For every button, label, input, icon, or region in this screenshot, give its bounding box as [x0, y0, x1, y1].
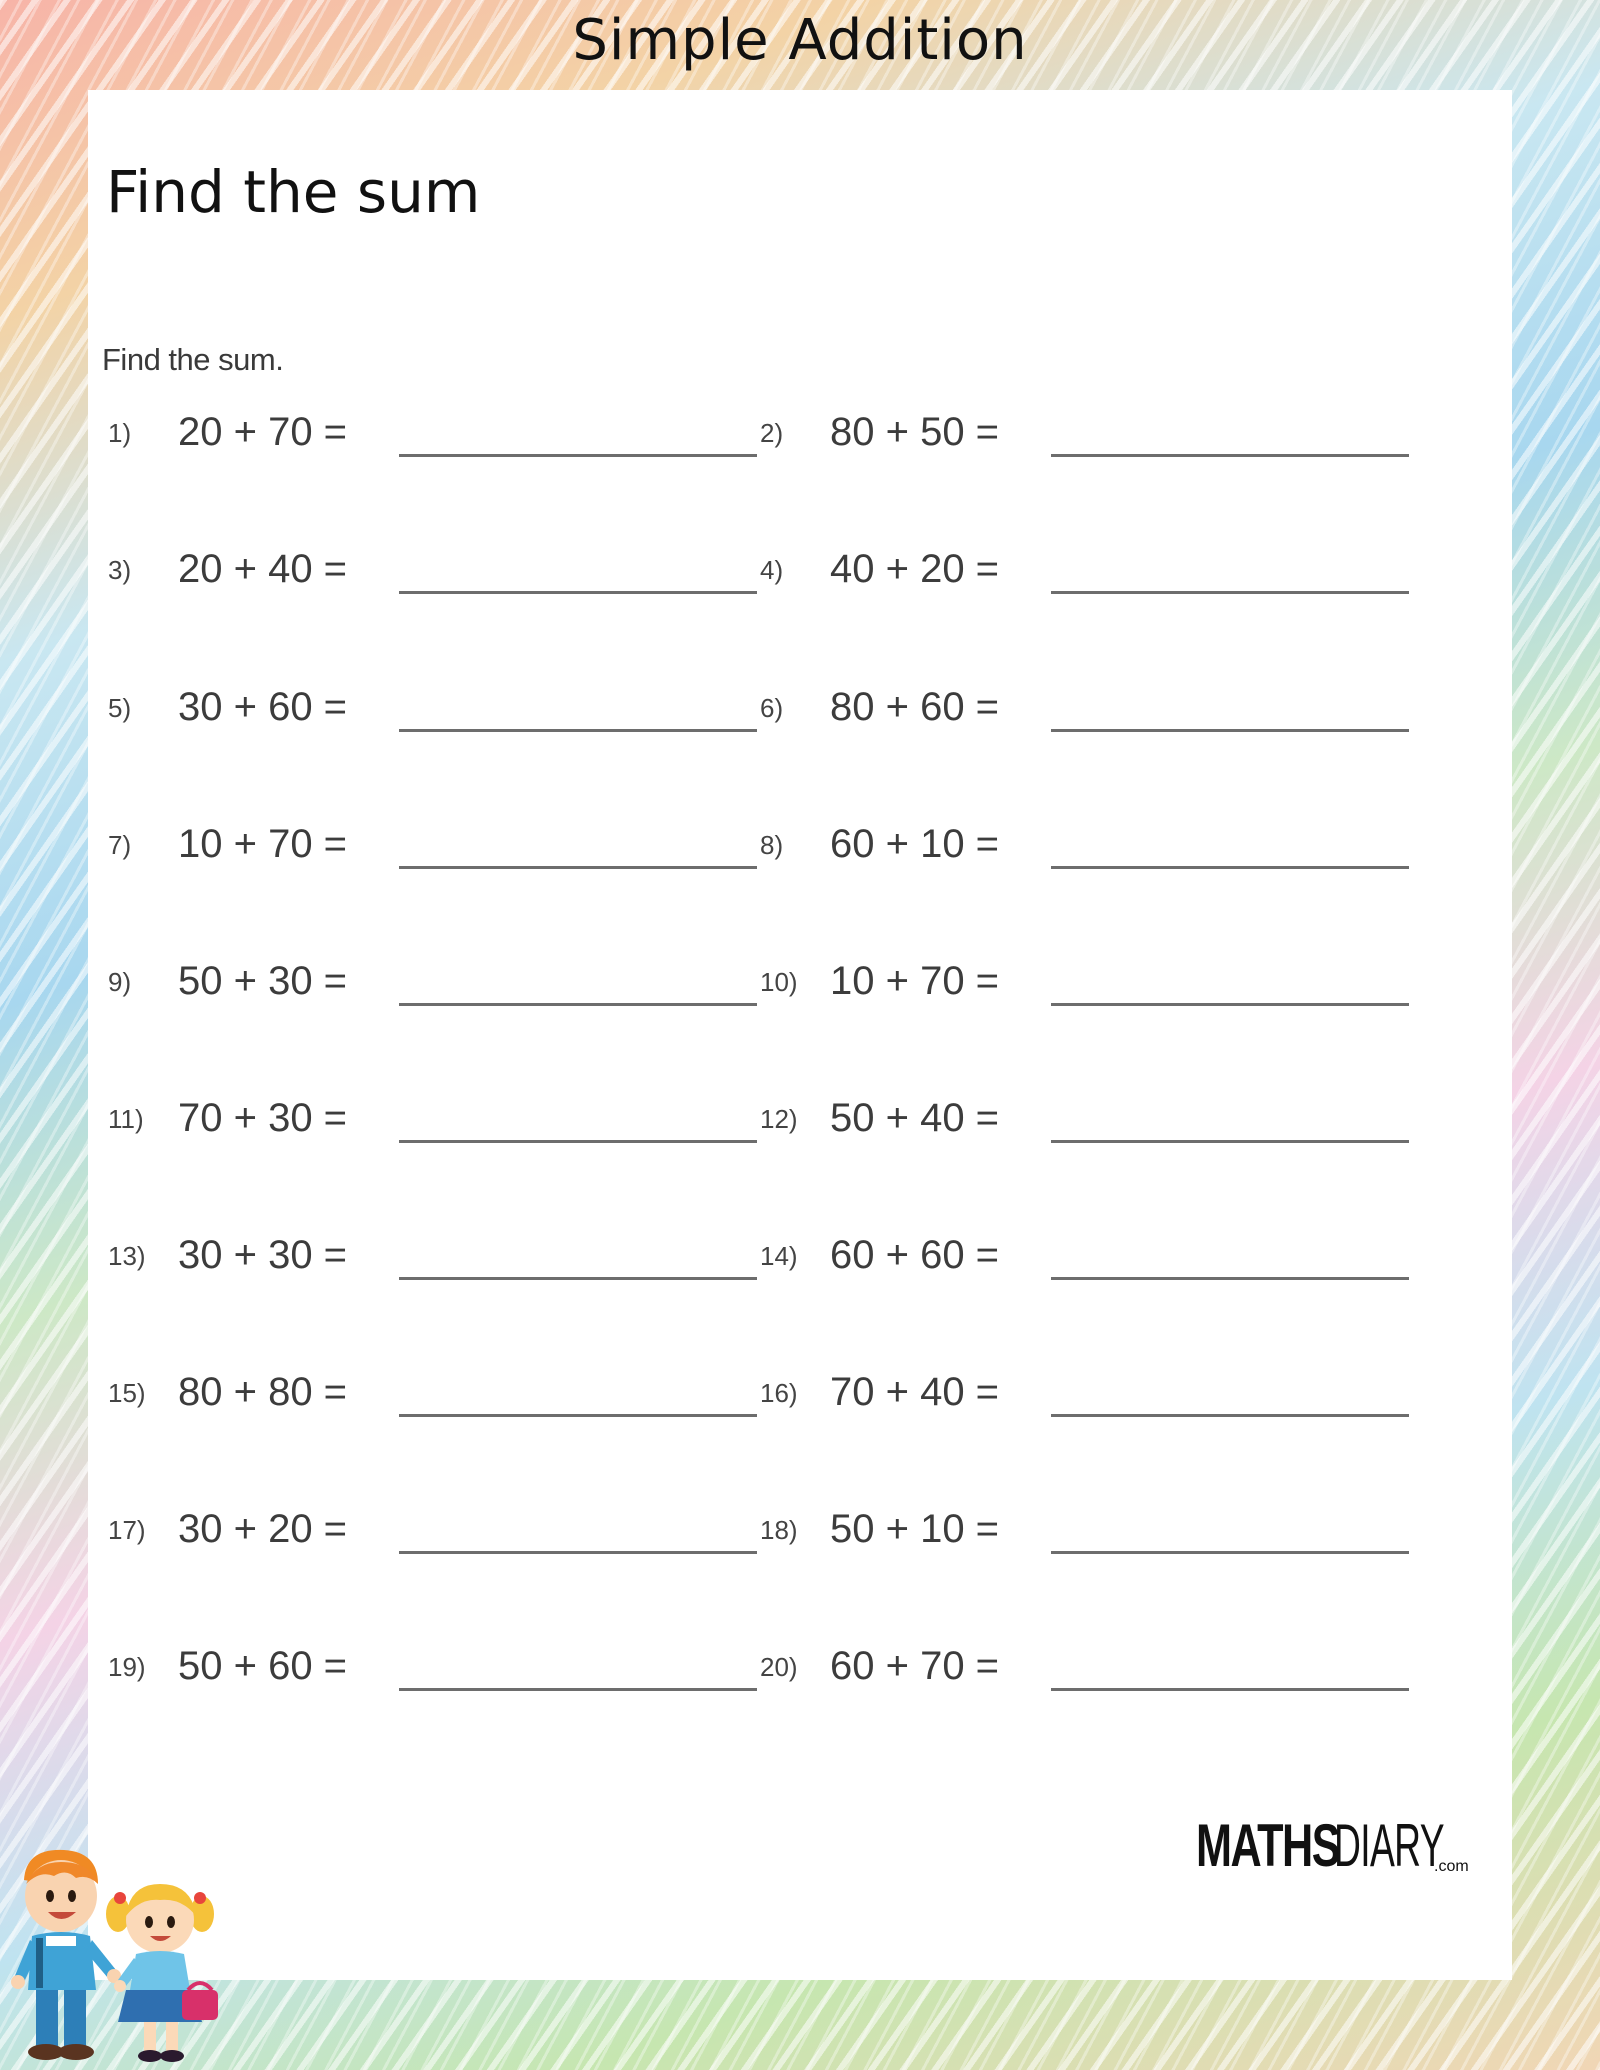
problem-number: 11) [108, 1104, 144, 1134]
problem-number: 15) [108, 1378, 146, 1408]
problem-item [760, 1096, 1400, 1156]
problem-item [760, 685, 1400, 745]
problem-expression: 80 + 50 = [830, 410, 1000, 454]
answer-line[interactable] [399, 866, 757, 869]
problem-item [760, 1370, 1400, 1430]
problem-number: 16) [760, 1378, 798, 1408]
answer-line[interactable] [399, 1277, 757, 1280]
answer-line[interactable] [1051, 1277, 1409, 1280]
logo-com-text: .com [1434, 1858, 1469, 1875]
problem-number: 12) [760, 1104, 798, 1134]
mathsdiary-logo [1196, 1812, 1469, 1880]
problem-item [760, 410, 1400, 470]
problem-item [108, 685, 748, 745]
problem-expression: 40 + 20 = [830, 547, 1000, 591]
problem-number: 19) [108, 1652, 146, 1682]
problem-number: 17) [108, 1515, 146, 1545]
problem-number: 5) [108, 693, 132, 723]
problem-item [760, 822, 1400, 882]
problem-expression: 70 + 40 = [830, 1370, 1000, 1414]
problem-expression: 30 + 30 = [178, 1233, 348, 1277]
girl-figure [106, 1884, 218, 2062]
problem-expression: 60 + 10 = [830, 822, 1000, 866]
problem-expression: 60 + 70 = [830, 1644, 1000, 1688]
worksheet-sheet [88, 90, 1512, 1980]
answer-line[interactable] [1051, 1688, 1409, 1691]
problem-item [108, 547, 748, 607]
answer-line[interactable] [399, 1140, 757, 1143]
problem-expression: 30 + 20 = [178, 1507, 348, 1551]
problem-number: 8) [760, 830, 784, 860]
problem-item [760, 547, 1400, 607]
problem-item [760, 1233, 1400, 1293]
problem-expression: 70 + 30 = [178, 1096, 348, 1140]
answer-line[interactable] [1051, 1551, 1409, 1554]
answer-line[interactable] [1051, 729, 1409, 732]
problem-item [108, 1644, 748, 1704]
problem-expression: 50 + 30 = [178, 959, 348, 1003]
two-school-kids-illustration [6, 1840, 234, 2070]
problem-number: 9) [108, 967, 132, 997]
answer-line[interactable] [399, 1414, 757, 1417]
logo-diary-text: DIARY [1334, 1812, 1444, 1879]
problem-number: 10) [760, 967, 798, 997]
problem-number: 13) [108, 1241, 146, 1271]
instruction-text: Find the sum. [102, 342, 284, 377]
answer-line[interactable] [399, 1551, 757, 1554]
problem-item [108, 959, 748, 1019]
problem-item [108, 1096, 748, 1156]
answer-line[interactable] [1051, 1414, 1409, 1417]
problem-item [108, 1370, 748, 1430]
problem-item [760, 1507, 1400, 1567]
problem-expression: 50 + 40 = [830, 1096, 1000, 1140]
problem-expression: 10 + 70 = [830, 959, 1000, 1003]
section-heading: Find the sum [106, 158, 481, 226]
problem-item [108, 1507, 748, 1567]
problem-expression: 60 + 60 = [830, 1233, 1000, 1277]
problem-number: 6) [760, 693, 784, 723]
problem-number: 2) [760, 418, 784, 448]
answer-line[interactable] [399, 454, 757, 457]
problem-number: 1) [108, 418, 132, 448]
page-title: Simple Addition [572, 8, 1028, 73]
boy-figure [11, 1850, 121, 2060]
problem-number: 20) [760, 1652, 798, 1682]
problem-item [108, 410, 748, 470]
answer-line[interactable] [1051, 591, 1409, 594]
problem-item [760, 1644, 1400, 1704]
problem-expression: 50 + 10 = [830, 1507, 1000, 1551]
problem-expression: 30 + 60 = [178, 685, 348, 729]
answer-line[interactable] [1051, 454, 1409, 457]
problem-number: 18) [760, 1515, 798, 1545]
answer-line[interactable] [1051, 866, 1409, 869]
problem-expression: 80 + 80 = [178, 1370, 348, 1414]
problem-number: 7) [108, 830, 132, 860]
problem-expression: 20 + 70 = [178, 410, 348, 454]
answer-line[interactable] [1051, 1140, 1409, 1143]
problem-expression: 50 + 60 = [178, 1644, 348, 1688]
problem-number: 14) [760, 1241, 798, 1271]
answer-line[interactable] [399, 591, 757, 594]
logo-maths-text: MATHS [1196, 1812, 1340, 1879]
problem-item [108, 822, 748, 882]
answer-line[interactable] [399, 1688, 757, 1691]
problem-grid [88, 90, 1512, 1980]
problem-number: 4) [760, 555, 784, 585]
problem-expression: 10 + 70 = [178, 822, 348, 866]
answer-line[interactable] [399, 1003, 757, 1006]
answer-line[interactable] [399, 729, 757, 732]
problem-item [108, 1233, 748, 1293]
problem-number: 3) [108, 555, 132, 585]
problem-expression: 80 + 60 = [830, 685, 1000, 729]
answer-line[interactable] [1051, 1003, 1409, 1006]
problem-expression: 20 + 40 = [178, 547, 348, 591]
problem-item [760, 959, 1400, 1019]
